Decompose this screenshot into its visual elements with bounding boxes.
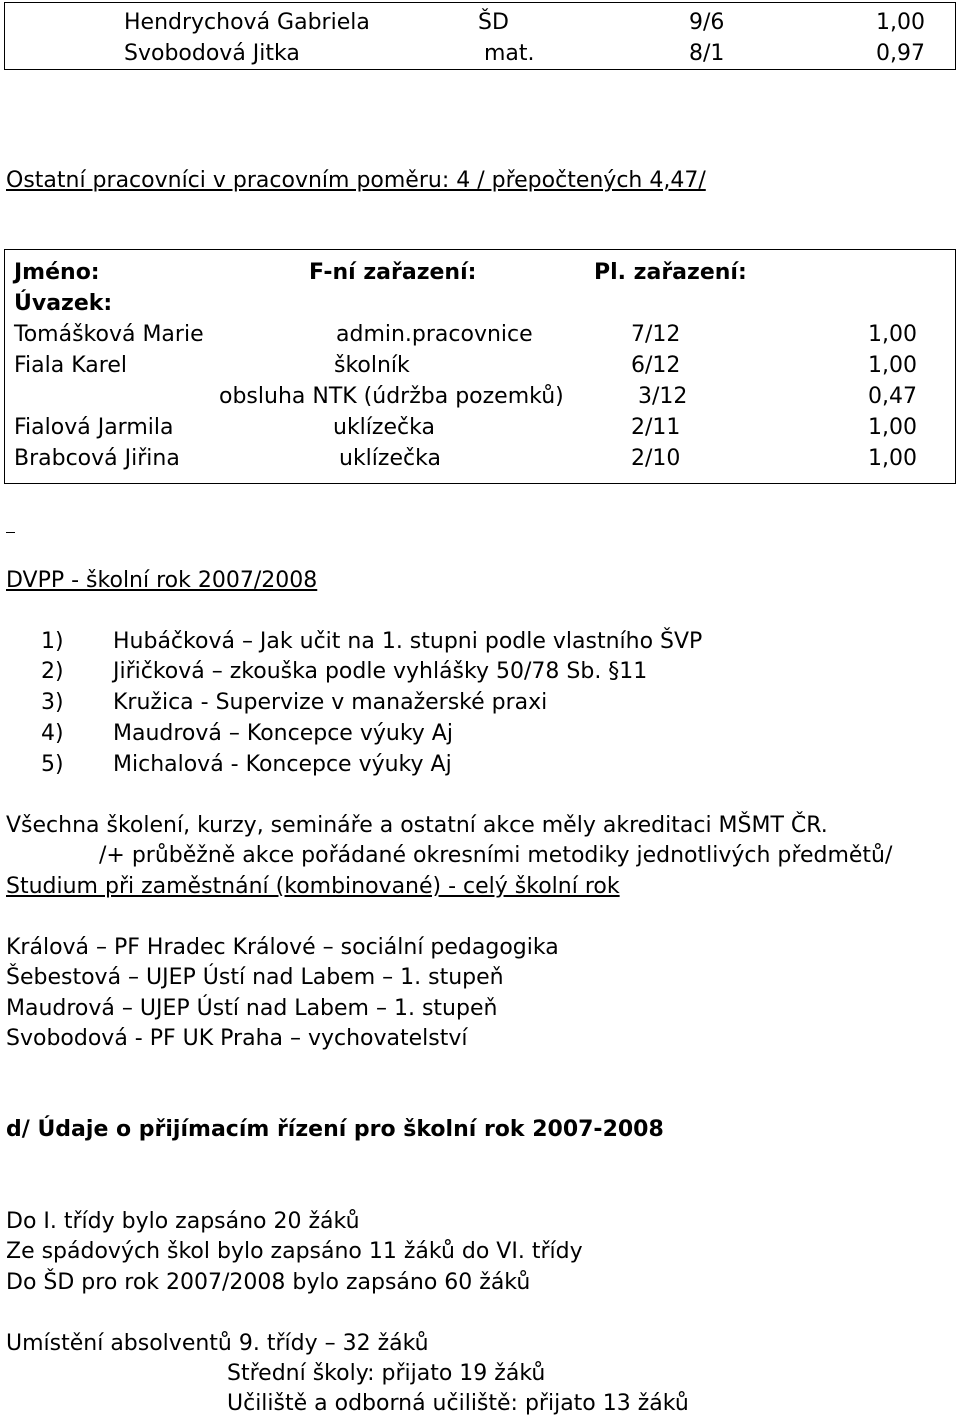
top-row-1-class: 9/6 [689, 10, 725, 35]
staff-row-5-name: Brabcová Jiřina [14, 446, 180, 471]
header-load: Úvazek: [14, 291, 113, 316]
dvpp-title: DVPP - školní rok 2007/2008 [6, 568, 318, 593]
stray-dash [6, 532, 15, 533]
staff-row-1-grade: 7/12 [631, 322, 681, 347]
graduates-secondary: Střední školy: přijato 19 žáků [227, 1361, 546, 1386]
study-item-4: Svobodová - PF UK Praha – vychovatelství [6, 1026, 468, 1051]
study-item-3: Maudrová – UJEP Ústí nad Labem – 1. stupeň [6, 996, 498, 1021]
admission-line-1: Do I. třídy bylo zapsáno 20 žáků [6, 1209, 360, 1234]
admission-line-2: Ze spádových škol bylo zapsáno 11 žáků do VI. třídy [6, 1239, 583, 1264]
dvpp-item-4-text: Maudrová – Koncepce výuky Aj [113, 721, 453, 746]
staff-row-1-function: admin.pracovnice [336, 322, 533, 347]
staff-summary: Ostatní pracovníci v pracovním poměru: 4 / přepočtených 4,47/ [6, 168, 706, 193]
admission-line-3: Do ŠD pro rok 2007/2008 bylo zapsáno 60 žáků [6, 1270, 531, 1295]
study-item-1: Králová – PF Hradec Králové – sociální pedagogika [6, 935, 559, 960]
dvpp-item-5-num: 5) [41, 752, 64, 777]
staff-row-1-name: Tomášková Marie [14, 322, 204, 347]
dvpp-item-1-text: Hubáčková – Jak učit na 1. stupni podle vlastního ŠVP [113, 629, 703, 654]
graduates-vocational: Učiliště a odborná učiliště: přijato 13 žáků [227, 1391, 689, 1416]
header-grade: Pl. zařazení: [594, 260, 747, 285]
header-name: Jméno: [14, 260, 100, 285]
staff-row-3-function: obsluha NTK (údržba pozemků) [219, 384, 564, 409]
staff-row-4-load: 1,00 [868, 415, 917, 440]
accreditation-text: Všechna školení, kurzy, semináře a ostatní akce měly akreditaci MŠMT ČR. [6, 813, 828, 838]
staff-row-5-grade: 2/10 [631, 446, 681, 471]
staff-row-5-function: uklízečka [339, 446, 441, 471]
staff-row-1-load: 1,00 [868, 322, 917, 347]
top-row-2-load: 0,97 [876, 41, 925, 66]
staff-row-3-load: 0,47 [868, 384, 917, 409]
dvpp-item-5-text: Michalová - Koncepce výuky Aj [113, 752, 452, 777]
staff-row-5-load: 1,00 [868, 446, 917, 471]
study-title: Studium při zaměstnání (kombinované) - celý školní rok [6, 874, 620, 899]
graduates-line: Umístění absolventů 9. třídy – 32 žáků [6, 1331, 429, 1356]
top-row-2-role: mat. [484, 41, 535, 66]
dvpp-item-3-text: Kružica - Supervize v manažerské praxi [113, 690, 548, 715]
staff-row-4-name: Fialová Jarmila [14, 415, 174, 440]
top-row-1-load: 1,00 [876, 10, 925, 35]
dvpp-item-2-text: Jiřičková – zkouška podle vyhlášky 50/78 Sb. §11 [113, 659, 648, 684]
top-row-2-name: Svobodová Jitka [124, 41, 300, 66]
dvpp-item-3-num: 3) [41, 690, 64, 715]
top-row-2-class: 8/1 [689, 41, 725, 66]
header-function: F-ní zařazení: [309, 260, 477, 285]
staff-row-4-function: uklízečka [333, 415, 435, 440]
accreditation-note: /+ průběžně akce pořádané okresními metodiky jednotlivých předmětů/ [99, 843, 893, 868]
staff-row-2-grade: 6/12 [631, 353, 681, 378]
section-d-heading: d/ Údaje o přijímacím řízení pro školní rok 2007-2008 [6, 1117, 664, 1142]
dvpp-item-4-num: 4) [41, 721, 64, 746]
dvpp-item-2-num: 2) [41, 659, 64, 684]
staff-row-2-load: 1,00 [868, 353, 917, 378]
staff-row-2-name: Fiala Karel [14, 353, 127, 378]
study-item-2: Šebestová – UJEP Ústí nad Labem – 1. stupeň [6, 965, 504, 990]
dvpp-item-1-num: 1) [41, 629, 64, 654]
staff-row-3-grade: 3/12 [638, 384, 688, 409]
top-row-1-role: ŠD [478, 10, 509, 35]
staff-row-2-function: školník [334, 353, 410, 378]
top-row-1-name: Hendrychová Gabriela [124, 10, 370, 35]
staff-row-4-grade: 2/11 [631, 415, 681, 440]
